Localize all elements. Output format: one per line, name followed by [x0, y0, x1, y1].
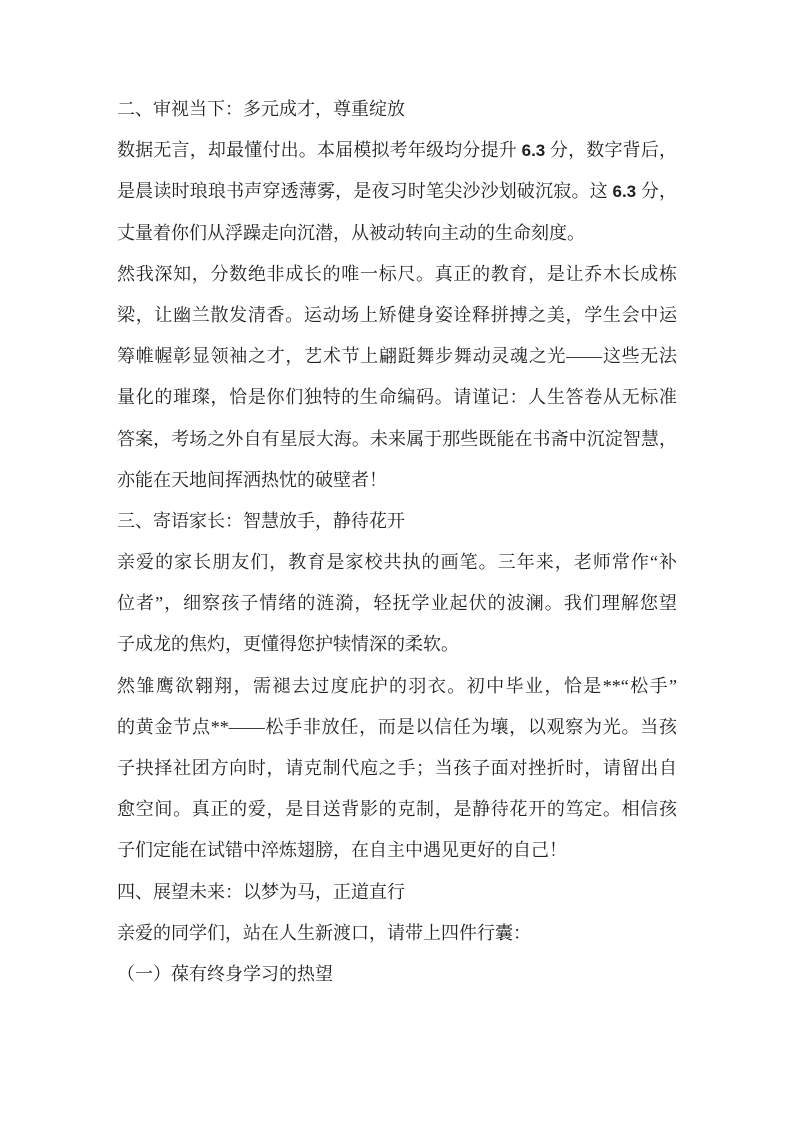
- text-segment: 四、展望未来：以梦为马，正道直行: [117, 881, 405, 902]
- text-segment: 筹帷幄彰显领袖之才，艺术节上翩跹舞步舞动灵魂之光——这些无法: [117, 346, 677, 367]
- paragraph-line: [117, 830, 677, 871]
- text-segment: 分，: [636, 181, 677, 202]
- paragraph-line: [117, 295, 677, 336]
- paragraph-line: [117, 336, 677, 377]
- text-segment: 然雏鹰欲翱翔，需褪去过度庇护的羽衣。初中毕业，恰是**“松手”: [117, 675, 677, 696]
- text-segment: 答案，考场之外自有星辰大海。未来属于那些既能在书斋中沉淀智慧，: [117, 428, 677, 449]
- section-heading: [117, 501, 677, 542]
- paragraph-line: [117, 583, 677, 624]
- paragraph-line: [117, 213, 677, 254]
- paragraph-line: [117, 542, 677, 583]
- paragraph-line: [117, 954, 677, 995]
- paragraph-line: [117, 419, 677, 460]
- document-content: [117, 89, 677, 995]
- text-segment: 是晨读时琅琅书声穿透薄雾，是夜习时笔尖沙沙划破沉寂。这: [117, 181, 613, 202]
- paragraph-line: [117, 377, 677, 418]
- text-segment: 丈量着你们从浮躁走向沉潜，从被动转向主动的生命刻度。: [117, 222, 585, 243]
- paragraph-line: [117, 748, 677, 789]
- text-segment: 然我深知，分数绝非成长的唯一标尺。真正的教育，是让乔木长成栋: [117, 263, 677, 284]
- text-segment: 三、寄语家长：智慧放手，静待花开: [117, 510, 405, 531]
- bold-score-number: 6.3: [612, 182, 637, 202]
- section-heading: [117, 872, 677, 913]
- text-segment: 愈空间。真正的爱，是目送背影的克制，是静待花开的笃定。相信孩: [117, 799, 677, 820]
- paragraph-line: [117, 666, 677, 707]
- paragraph-line: [117, 254, 677, 295]
- text-segment: 亲爱的同学们，站在人生新渡口，请带上四件行囊：: [117, 922, 531, 943]
- paragraph-line: [117, 130, 677, 171]
- text-segment: 的黄金节点**——松手非放任，而是以信任为壤，以观察为光。当孩: [117, 716, 677, 737]
- text-segment: 梁，让幽兰散发清香。运动场上矫健身姿诠释拼搏之美，学生会中运: [117, 304, 677, 325]
- text-segment: 亦能在天地间挥洒热忱的破壁者！: [117, 469, 387, 490]
- text-segment: 子们定能在试错中淬炼翅膀，在自主中遇见更好的自己！: [117, 840, 567, 861]
- text-segment: （一）葆有终身学习的热望: [117, 963, 333, 984]
- bold-score-number: 6.3: [521, 141, 546, 161]
- text-segment: 子成龙的焦灼，更懂得您护犊情深的柔软。: [117, 634, 459, 655]
- paragraph-line: [117, 789, 677, 830]
- text-segment: 量化的璀璨，恰是你们独特的生命编码。请谨记：人生答卷从无标准: [117, 387, 677, 408]
- paragraph-line: [117, 707, 677, 748]
- text-segment: 亲爱的家长朋友们，教育是家校共执的画笔。三年来，老师常作“补: [117, 552, 677, 573]
- section-heading: [117, 89, 677, 130]
- text-segment: 数据无言，却最懂付出。本届模拟考年级均分提升: [117, 140, 522, 161]
- paragraph-line: [117, 913, 677, 954]
- text-segment: 位者”，细察孩子情绪的涟漪，轻抚学业起伏的波澜。我们理解您望: [117, 593, 677, 614]
- paragraph-line: [117, 171, 677, 212]
- text-segment: 子抉择社团方向时，请克制代庖之手；当孩子面对挫折时，请留出自: [117, 758, 677, 778]
- paragraph-line: [117, 460, 677, 501]
- paragraph-line: [117, 624, 677, 665]
- text-segment: 分，数字背后，: [545, 140, 678, 161]
- text-segment: 二、审视当下：多元成才，尊重绽放: [117, 99, 405, 119]
